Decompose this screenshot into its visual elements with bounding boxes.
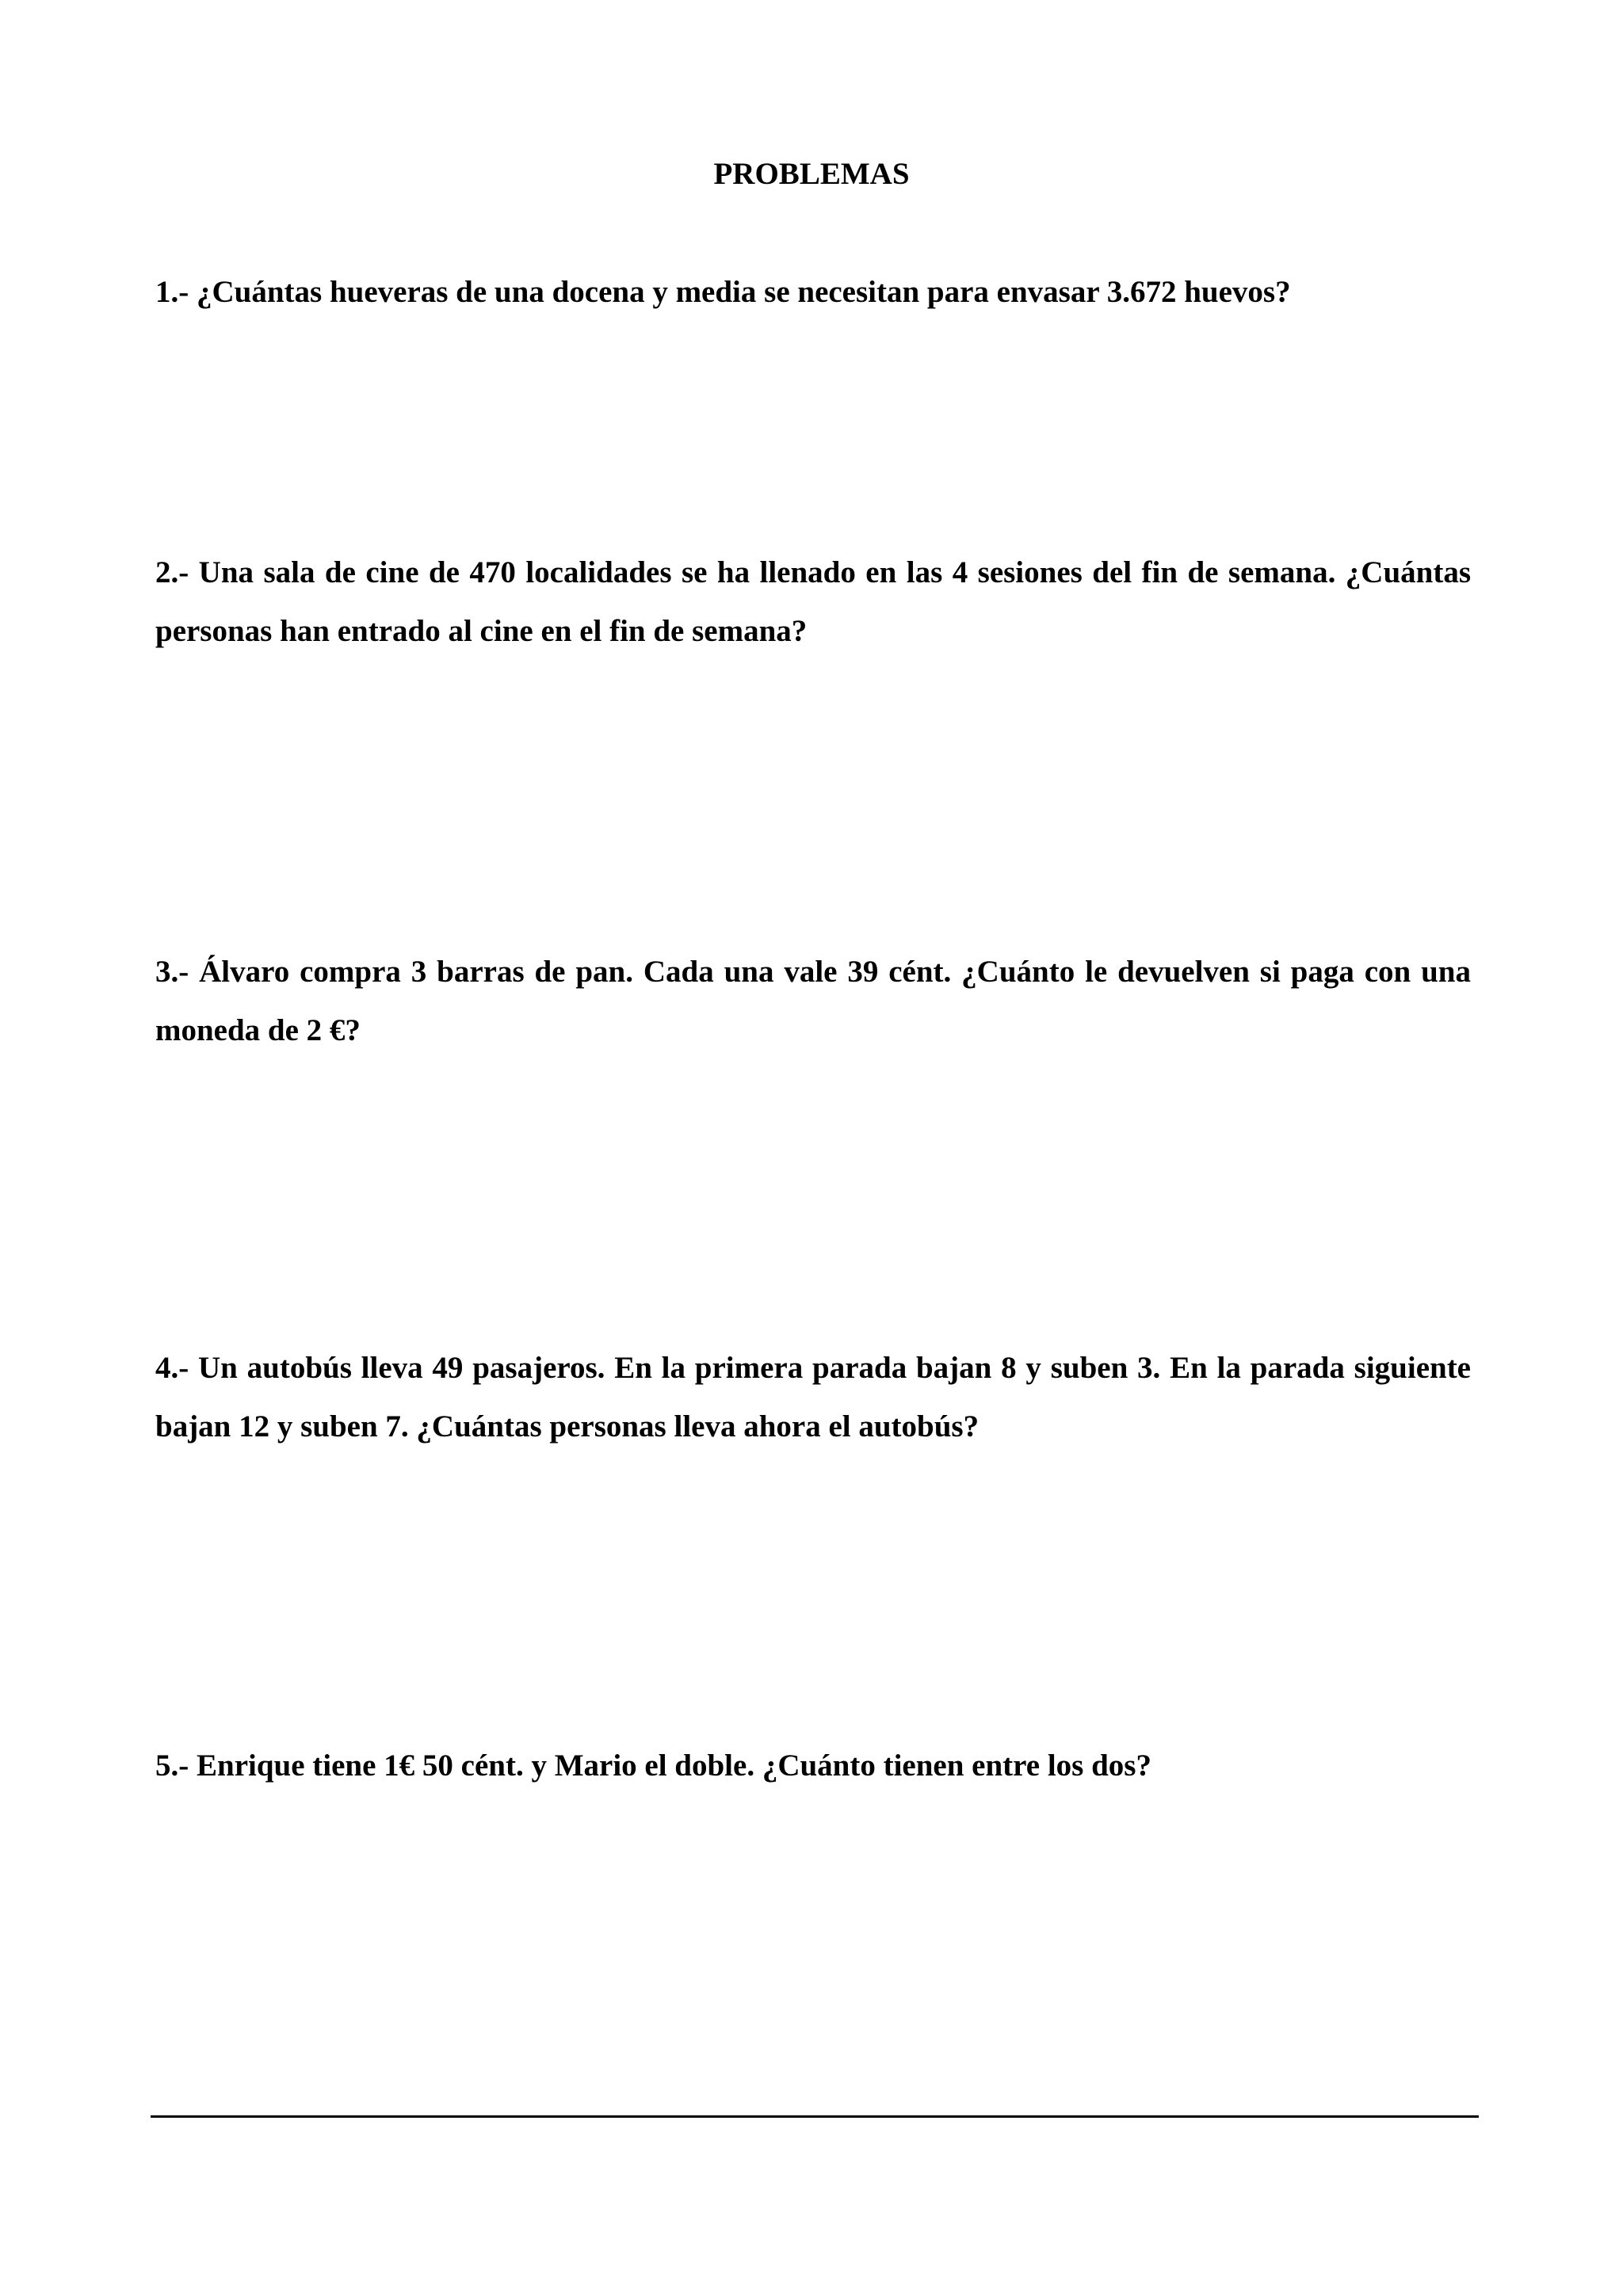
- problem-4: 4.- Un autobús lleva 49 pasajeros. En la primera parada bajan 8 y suben 3. En la parada siguiente bajan 12 y suben 7. ¿Cuántas personas lleva ahora el autobús?: [155, 1351, 1471, 1444]
- page-title: PROBLEMAS: [713, 157, 910, 191]
- problem-5: 5.- Enrique tiene 1€ 50 cént. y Mario el doble. ¿Cuánto tienen entre los dos?: [155, 1749, 1151, 1783]
- problem-2: 2.- Una sala de cine de 470 localidades se ha llenado en las 4 sesiones del fin de semana. ¿Cuántas personas han entrado al cine en el fin de semana?: [155, 555, 1471, 648]
- problem-1: 1.- ¿Cuántas hueveras de una docena y media se necesitan para envasar 3.672 huevos?: [155, 275, 1291, 309]
- problem-3: 3.- Álvaro compra 3 barras de pan. Cada una vale 39 cént. ¿Cuánto le devuelven si paga con una moneda de 2 €?: [155, 955, 1471, 1047]
- footer-divider: [151, 2115, 1479, 2118]
